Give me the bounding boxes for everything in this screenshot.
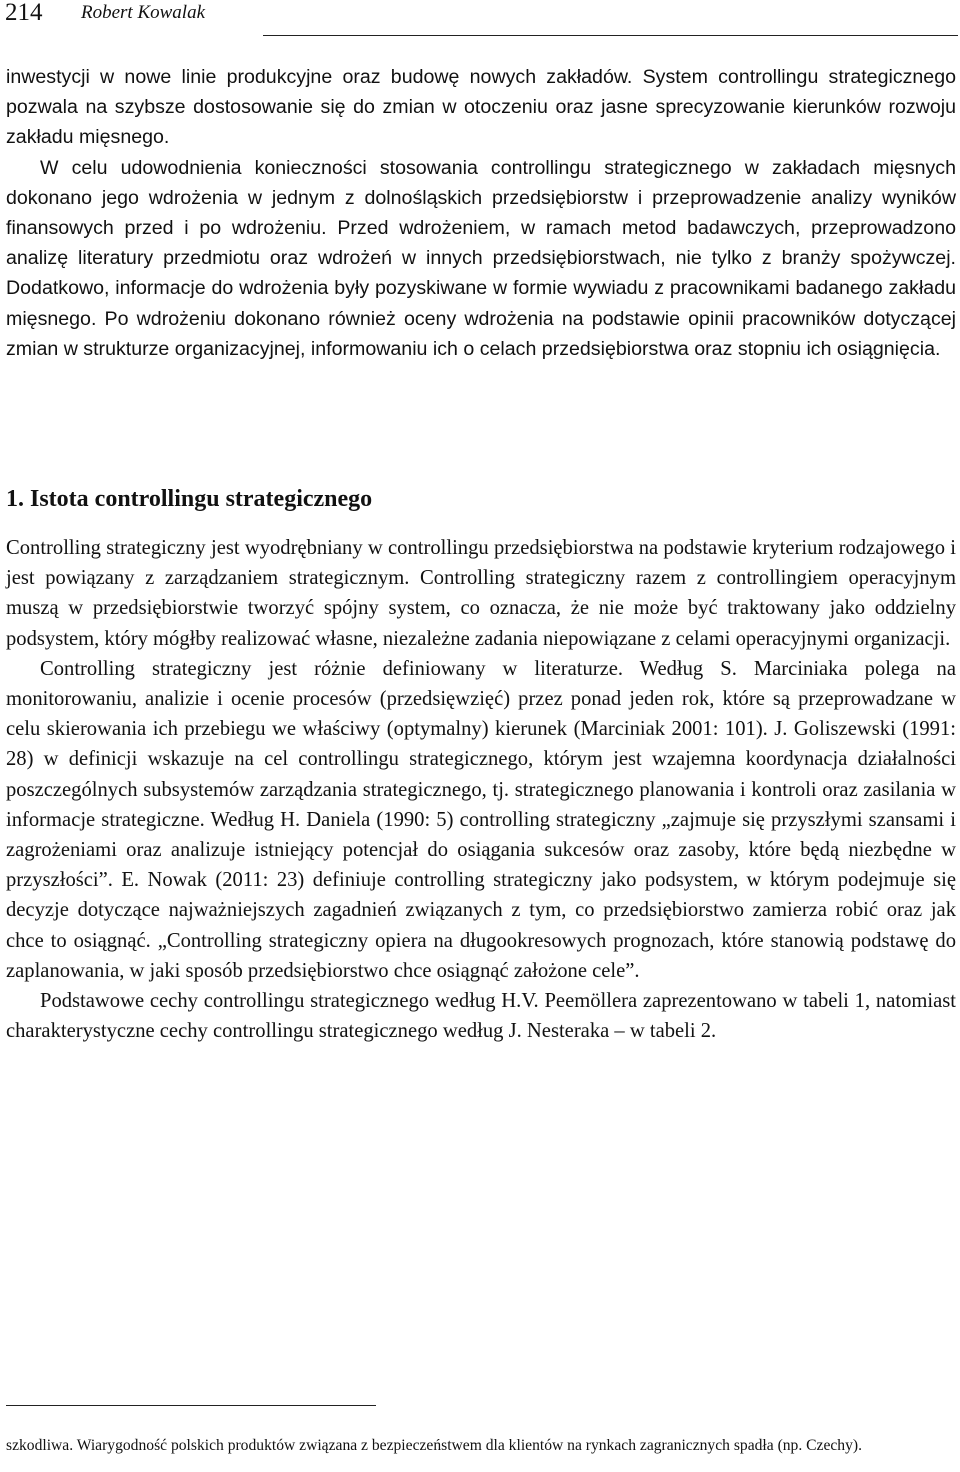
section-body — [6, 533, 956, 1046]
section-heading: 1. Istota controllingu strategicznego — [6, 486, 373, 512]
footnote-text: szkodliwa. Wiarygodność polskich produktów związana z bezpieczeństwem dla klientów na rynkach zagranicznych spadła (np. Czechy). — [6, 1436, 862, 1454]
section-paragraph-2: Controlling strategiczny jest różnie definiowany w literaturze. Według S. Marciniaka polega na monitorowaniu, analizie i ocenie procesów (przedsięwzięć) przez ponad jeden rok, które są przeprowadzane w celu skierowania ich przebiegu we właściwy (optymalny) kierunek (Marciniak 2001: 101). J. Goliszewski (1991: 28) w definicji wskazuje na cel controllingu strategicznego, którym jest wzajemna koordynacja działalności poszczególnych subsystemów zarządzania strategicznego, tj. strategicznego planowania i kontroli oraz zasilania w informacje strategiczne. Według H. Daniela (1990: 5) controlling strategiczny „zajmuje się przyszłymi szansami i zagrożeniami oraz analizuje istniejący potencjał do osiągania sukcesów oraz zasoby, które będą niezbędne w przyszłości”. E. Nowak (2011: 23) definiuje controlling strategiczny jako podsystem, w którym podejmuje się decyzje dotyczące najważniejszych zagadnień związanych z tym, co przedsiębiorstwo zamierza robić oraz jak chce to osiągnąć. „Controlling strategiczny opiera na długookresowych prognozach, które stanowią podstawę do zaplanowania, w jaki sposób przedsiębiorstwo chce osiągnąć założone cele”. — [6, 657, 956, 982]
header-rule — [263, 35, 958, 36]
intro-paragraph-1: inwestycji w nowe linie produkcyjne oraz budowę nowych zakładów. System controllingu strategicznego pozwala na szybsze dostosowanie się do zmian w otoczeniu oraz jasne sprecyzowanie kierunków rozwoju zakładu mięsnego. — [6, 66, 956, 149]
footnote-rule — [6, 1405, 376, 1406]
running-head-author: Robert Kowalak — [81, 2, 206, 23]
intro-paragraph-2: W celu udowodnienia konieczności stosowania controllingu strategicznego w zakładach mięsnych dokonano jego wdrożenia w jednym z dolnośląskich przedsiębiorstw i przeprowadzenie analizy wyników finansowych przed i po wdrożeniu. Przed wdrożeniem, w ramach metod badawczych, przeprowadzono analizę literatury przedmiotu oraz wdrożeń w innych przedsiębiorstwach, nie tylko z branży spożywczej. Dodatkowo, informacje do wdrożenia były pozyskiwane w formie wywiadu z pracownikami badanego zakładu mięsnego. Po wdrożeniu dokonano również oceny wdrożenia na podstawie opinii pracowników dotyczącej zmian w strukturze organizacyjnej, informowaniu ich o celach przedsiębiorstwa oraz stopniu ich osiągnięcia. — [6, 156, 956, 360]
page-header — [3, 0, 958, 40]
section-paragraph-3: Podstawowe cechy controllingu strategicznego według H.V. Peemöllera zaprezentowano w tabeli 1, natomiast charakterystyczne cechy controllingu strategicznego według J. Nesteraka – w tabeli 2. — [6, 990, 956, 1043]
page-number: 214 — [5, 0, 43, 26]
intro-text — [6, 62, 956, 364]
section-paragraph-1: Controlling strategiczny jest wyodrębniany w controllingu przedsiębiorstwa na podstawie kryterium rodzajowego i jest powiązany z zarządzaniem strategicznym. Controlling strategiczny razem z controllingiem operacyjnym muszą w przedsiębiorstwie tworzyć spójny system, co oznacza, że nie może być traktowany jako oddzielny podsystem, który mógłby realizować własne, niezależne zadania niepowiązane z celami operacyjnymi organizacji. — [6, 537, 956, 650]
